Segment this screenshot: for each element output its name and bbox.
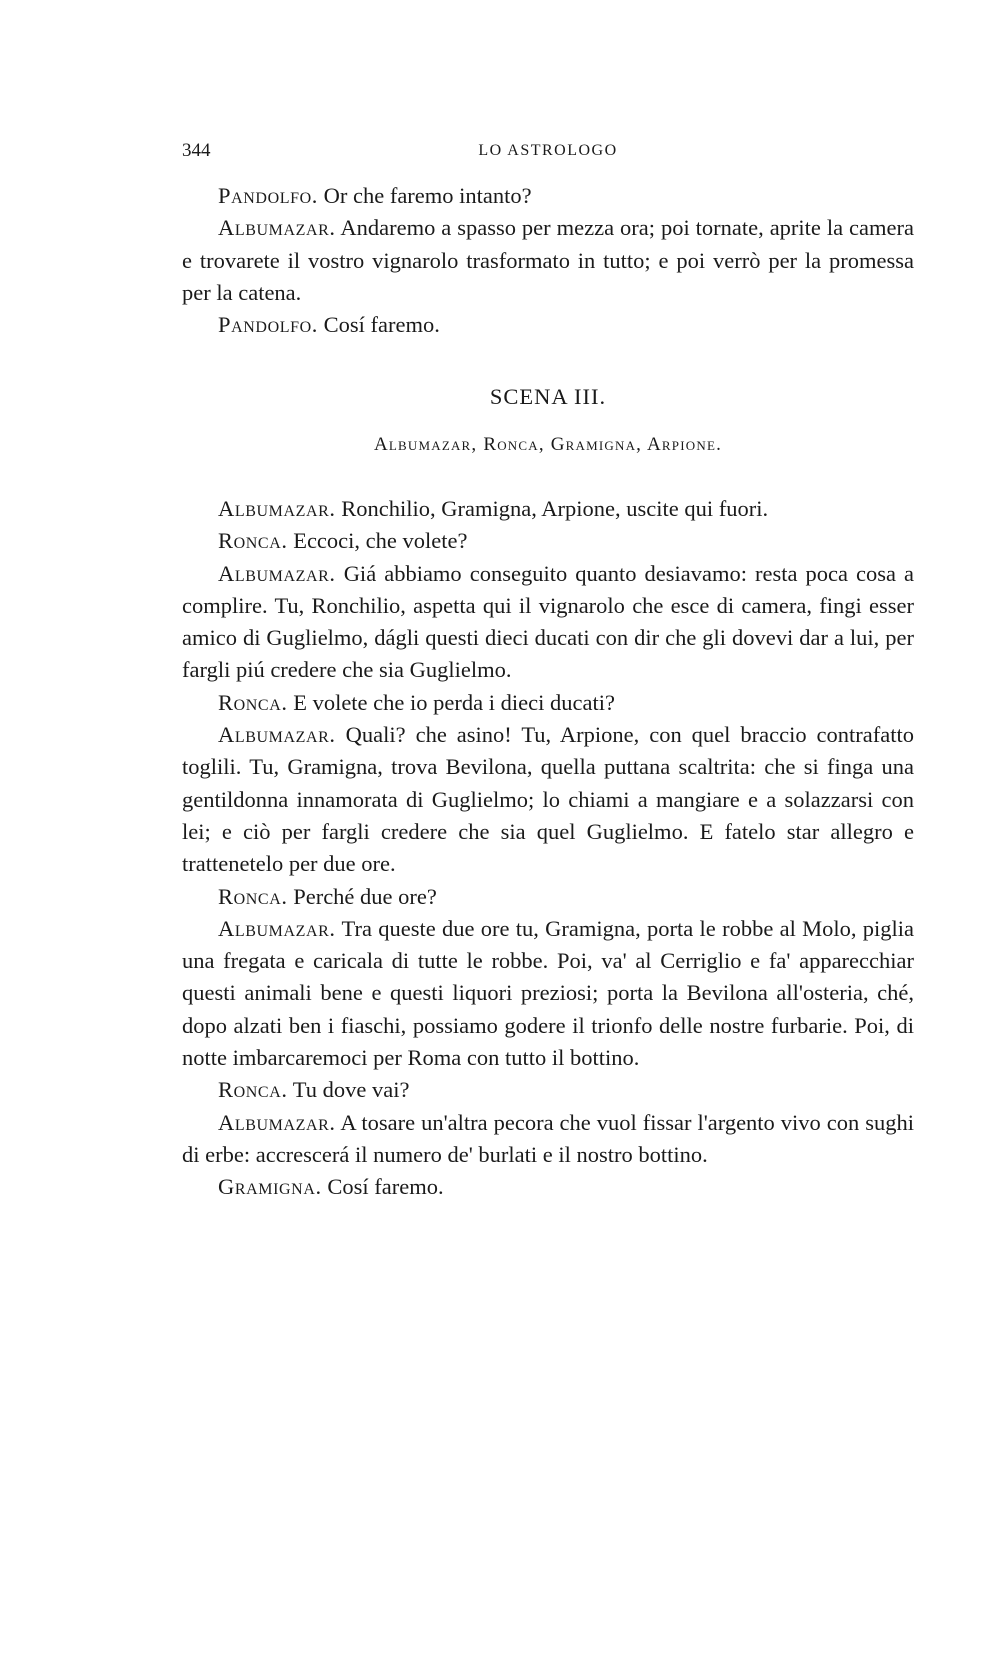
line-text: A tosare un'altra pecora che vuol fissar l'argento vivo con sughi di erbe: accrescerá il numero de' burlati e il nostro bottino. <box>182 1109 914 1167</box>
line-text: Giá abbiamo conseguito quanto desiavamo: resta poca cosa a complire. Tu, Ronchilio, aspetta qui il vignarolo che esce di camera, fingi esser amico di Guglielmo, dágli questi dieci ducati con dir che gli dovevi dar a lui, per fargli piú credere che sia Guglielmo. <box>182 560 914 683</box>
dialogue-line <box>182 180 914 212</box>
speaker-name: Albumazar. <box>218 496 336 521</box>
speaker-name: Albumazar. <box>218 722 336 748</box>
line-text: Cosí faremo. <box>327 1174 444 1200</box>
dialogue-line <box>182 1171 914 1203</box>
dialogue-block-1 <box>182 180 914 341</box>
speaker-name: Albumazar. <box>218 215 336 241</box>
line-text: Eccoci, che volete? <box>293 528 468 554</box>
dialogue-line <box>182 913 914 1074</box>
dialogue-line <box>182 309 914 341</box>
line-text: Or che faremo intanto? <box>323 183 532 208</box>
line-text: Tu dove vai? <box>292 1077 410 1103</box>
speaker-name: Albumazar. <box>218 1109 336 1135</box>
speaker-name: Pandolfo. <box>218 312 318 338</box>
dialogue-line <box>182 881 914 913</box>
line-text: E volete che io perda i dieci ducati? <box>293 689 615 715</box>
dialogue-line <box>182 525 914 557</box>
speaker-name: Ronca. <box>218 528 288 554</box>
running-title: LO ASTROLOGO <box>478 142 618 159</box>
scene-title: SCENA III. <box>489 384 607 409</box>
speaker-name: Albumazar. <box>218 560 336 586</box>
speaker-name: Pandolfo. <box>218 183 318 208</box>
dialogue-line <box>182 1107 914 1172</box>
running-head <box>182 140 914 170</box>
dialogue-line <box>182 687 914 719</box>
dialogue-line <box>182 1074 914 1106</box>
line-text: Tra queste due ore tu, Gramigna, porta le robbe al Molo, piglia una fregata e caricala di tutte le robbe. Poi, va' al Cerriglio e fa' apparecchiar questi animali bene e questi liquori preziosi; porta la Bevilona all'osteria, ché, dopo alzati ben i fiaschi, possiamo godere il trionfo delle nostre furbarie. Poi, di notte imbarcaremoci per Roma con tutto il bottino. <box>182 915 915 1071</box>
page-number: 344 <box>182 140 211 161</box>
line-text: Ronchilio, Gramigna, Arpione, uscite qui fuori. <box>341 496 769 521</box>
dialogue-line <box>182 493 914 525</box>
scene-characters <box>182 434 914 456</box>
speaker-name: Ronca. <box>218 1077 288 1103</box>
speaker-name: Ronca. <box>218 883 288 909</box>
dialogue-line <box>182 558 914 687</box>
dialogue-line <box>182 719 914 880</box>
speaker-name: Albumazar. <box>218 915 336 941</box>
character-list: Albumazar, Ronca, Gramigna, Arpione. <box>373 434 723 455</box>
dialogue-line <box>182 212 914 309</box>
dialogue-block-2 <box>182 493 914 1204</box>
line-text: Quali? che asino! Tu, Arpione, con quel braccio contrafatto toglili. Tu, Gramigna, trova Bevilona, quella puttana scaltrita: che si finga una gentildonna innamorata di Guglielmo; lo chiami a mangiare e a solazzarsi con lei; e ciò per fargli credere che sia quel Guglielmo. E fatelo star allegro e trattenetelo per due ore. <box>182 722 914 877</box>
scene-heading <box>182 384 914 410</box>
line-text: Andaremo a spasso per mezza ora; poi tornate, aprite la camera e trovarete il vostro vignarolo trasformato in tutto; e poi verrò per la promessa per la catena. <box>182 215 914 305</box>
line-text: Perché due ore? <box>293 883 437 909</box>
line-text: Cosí faremo. <box>323 312 440 338</box>
speaker-name: Ronca. <box>218 689 288 715</box>
speaker-name: Gramigna. <box>218 1174 322 1200</box>
